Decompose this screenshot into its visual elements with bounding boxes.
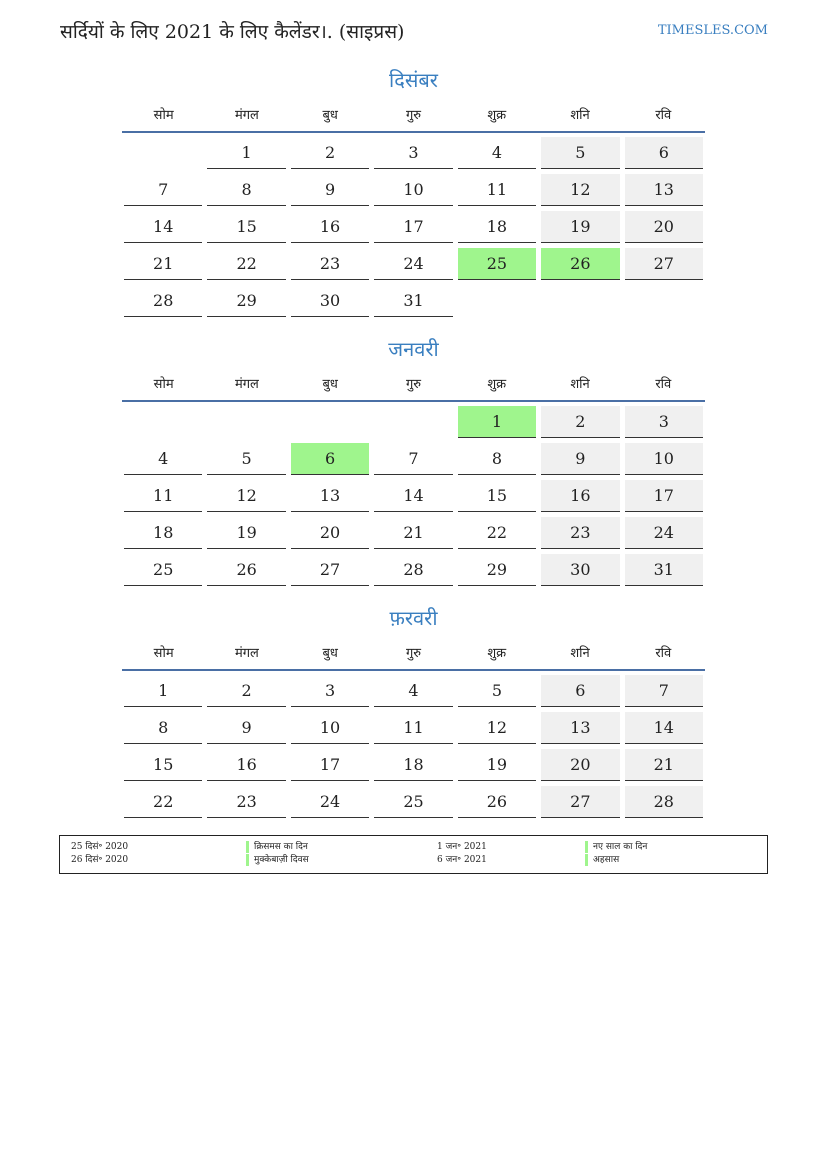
day-cell: 25 [124, 554, 202, 586]
weekday-label: मंगल [234, 108, 259, 123]
day-cell: 3 [374, 137, 452, 169]
weekday-label: मंगल [234, 646, 259, 661]
day-cell: 30 [291, 285, 369, 317]
day-cell: 14 [124, 211, 202, 243]
day-cell: 7 [374, 443, 452, 475]
day-cell: 9 [207, 712, 285, 744]
weekday-label: सोम [153, 377, 174, 392]
day-cell: 20 [541, 749, 619, 781]
day-cell: 4 [124, 443, 202, 475]
day-cell: 9 [541, 443, 619, 475]
day-cell: 25 [458, 248, 536, 280]
day-cell: 16 [541, 480, 619, 512]
day-cell: 29 [458, 554, 536, 586]
day-cell: 31 [625, 554, 703, 586]
day-cell: 15 [458, 480, 536, 512]
day-grid [122, 406, 705, 586]
day-cell: 2 [291, 137, 369, 169]
day-cell: 28 [625, 786, 703, 818]
weekday-label: शुक्र [487, 377, 507, 392]
day-cell: 7 [124, 174, 202, 206]
day-cell: 4 [374, 675, 452, 707]
day-cell: 16 [291, 211, 369, 243]
day-cell: 9 [291, 174, 369, 206]
day-cell: 1 [458, 406, 536, 438]
day-cell: 20 [625, 211, 703, 243]
day-cell: 13 [625, 174, 703, 206]
day-cell: 13 [291, 480, 369, 512]
legend-date: 1 जन॰ 2021 [437, 842, 487, 852]
day-cell: 23 [207, 786, 285, 818]
day-cell: 1 [207, 137, 285, 169]
day-cell: 17 [374, 211, 452, 243]
weekday-label: रवि [655, 377, 672, 392]
day-cell: 23 [291, 248, 369, 280]
day-grid [122, 675, 705, 818]
day-cell: 26 [207, 554, 285, 586]
day-cell: 30 [541, 554, 619, 586]
day-cell: 26 [458, 786, 536, 818]
weekday-label: गुरु [405, 108, 422, 123]
legend-date: 6 जन॰ 2021 [437, 855, 487, 865]
month-title: फ़रवरी [389, 606, 438, 630]
empty-day-cell [374, 406, 452, 437]
day-cell: 23 [541, 517, 619, 549]
empty-day-cell [291, 406, 369, 437]
day-cell: 18 [124, 517, 202, 549]
day-cell: 2 [541, 406, 619, 438]
weekday-label: शुक्र [487, 108, 507, 123]
day-cell: 11 [458, 174, 536, 206]
page-title: सर्दियों के लिए 2021 के लिए कैलेंडर।. (साइप्रस) [60, 21, 405, 43]
day-cell: 14 [625, 712, 703, 744]
legend-holiday-name: मुक्केबाज़ी दिवस [246, 854, 309, 866]
day-grid [122, 137, 705, 317]
day-cell: 27 [625, 248, 703, 280]
day-cell: 6 [291, 443, 369, 475]
weekday-header [122, 105, 705, 133]
day-cell: 24 [374, 248, 452, 280]
legend-holiday-name: अहसास [585, 854, 619, 866]
day-cell: 3 [625, 406, 703, 438]
day-cell: 4 [458, 137, 536, 169]
empty-day-cell [124, 137, 202, 168]
weekday-header [122, 374, 705, 402]
day-cell: 5 [458, 675, 536, 707]
day-cell: 5 [541, 137, 619, 169]
weekday-label: शुक्र [487, 646, 507, 661]
weekday-label: मंगल [234, 377, 259, 392]
day-cell: 27 [291, 554, 369, 586]
site-link[interactable]: TIMESLES.COM [657, 23, 768, 38]
day-cell: 12 [541, 174, 619, 206]
day-cell: 18 [458, 211, 536, 243]
weekday-label: सोम [153, 646, 174, 661]
weekday-label: बुध [322, 108, 338, 123]
day-cell: 8 [458, 443, 536, 475]
weekday-label: शनि [570, 377, 590, 392]
day-cell: 26 [541, 248, 619, 280]
weekday-label: बुध [322, 646, 338, 661]
day-cell: 15 [124, 749, 202, 781]
month-title: दिसंबर [389, 68, 438, 92]
day-cell: 20 [291, 517, 369, 549]
day-cell: 5 [207, 443, 285, 475]
day-cell: 28 [374, 554, 452, 586]
day-cell: 11 [124, 480, 202, 512]
day-cell: 24 [625, 517, 703, 549]
day-cell: 19 [458, 749, 536, 781]
day-cell: 8 [124, 712, 202, 744]
day-cell: 31 [374, 285, 452, 317]
holiday-legend [59, 835, 768, 874]
day-cell: 13 [541, 712, 619, 744]
weekday-label: रवि [655, 646, 672, 661]
empty-day-cell [124, 406, 202, 437]
weekday-label: बुध [322, 377, 338, 392]
day-cell: 22 [207, 248, 285, 280]
weekday-label: शनि [570, 108, 590, 123]
day-cell: 21 [124, 248, 202, 280]
weekday-label: गुरु [405, 377, 422, 392]
day-cell: 15 [207, 211, 285, 243]
day-cell: 19 [541, 211, 619, 243]
weekday-label: सोम [153, 108, 174, 123]
day-cell: 10 [291, 712, 369, 744]
day-cell: 12 [207, 480, 285, 512]
legend-holiday-name: नए साल का दिन [585, 841, 647, 853]
weekday-header [122, 643, 705, 671]
legend-date: 25 दिसं॰ 2020 [71, 842, 129, 852]
day-cell: 3 [291, 675, 369, 707]
day-cell: 29 [207, 285, 285, 317]
day-cell: 1 [124, 675, 202, 707]
day-cell: 24 [291, 786, 369, 818]
day-cell: 17 [291, 749, 369, 781]
legend-holiday-name: क्रिसमस का दिन [246, 841, 308, 853]
day-cell: 6 [541, 675, 619, 707]
day-cell: 6 [625, 137, 703, 169]
day-cell: 8 [207, 174, 285, 206]
month-february [122, 603, 705, 818]
month-december [122, 65, 705, 317]
day-cell: 21 [374, 517, 452, 549]
month-january [122, 334, 705, 586]
day-cell: 22 [124, 786, 202, 818]
weekday-label: रवि [655, 108, 672, 123]
legend-date: 26 दिसं॰ 2020 [71, 855, 129, 865]
day-cell: 28 [124, 285, 202, 317]
day-cell: 25 [374, 786, 452, 818]
day-cell: 22 [458, 517, 536, 549]
day-cell: 10 [374, 174, 452, 206]
day-cell: 12 [458, 712, 536, 744]
day-cell: 14 [374, 480, 452, 512]
day-cell: 2 [207, 675, 285, 707]
month-title: जनवरी [388, 337, 439, 361]
empty-day-cell [207, 406, 285, 437]
day-cell: 10 [625, 443, 703, 475]
day-cell: 7 [625, 675, 703, 707]
day-cell: 21 [625, 749, 703, 781]
day-cell: 19 [207, 517, 285, 549]
day-cell: 11 [374, 712, 452, 744]
day-cell: 27 [541, 786, 619, 818]
day-cell: 16 [207, 749, 285, 781]
weekday-label: शनि [570, 646, 590, 661]
weekday-label: गुरु [405, 646, 422, 661]
day-cell: 17 [625, 480, 703, 512]
day-cell: 18 [374, 749, 452, 781]
